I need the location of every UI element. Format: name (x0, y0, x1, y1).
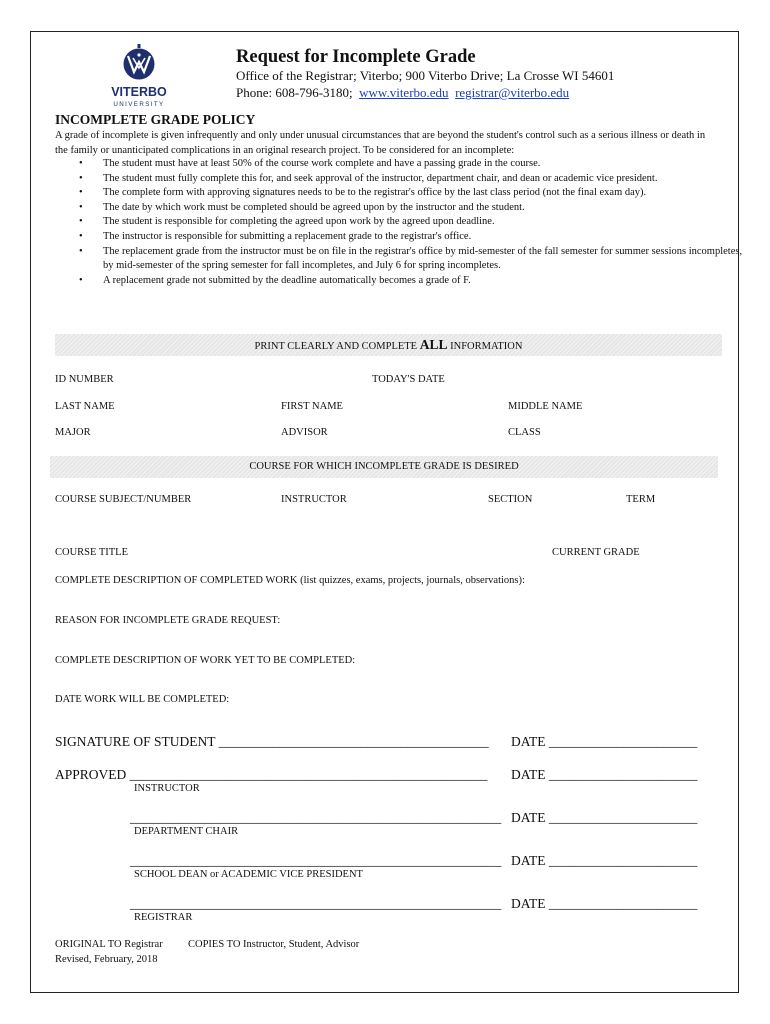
student-date-line[interactable]: DATE ______________________ (511, 734, 698, 749)
contact-line (236, 85, 569, 101)
policy-bullet: • The student must have at least 50% of the course work complete and have a passing grade in the course. (103, 157, 748, 172)
copies-to-note: COPIES TO Instructor, Student, Advisor (188, 939, 360, 950)
id-number-field[interactable]: ID NUMBER (55, 374, 114, 385)
email-link[interactable]: registrar@viterbo.edu (455, 85, 570, 100)
course-banner: COURSE FOR WHICH INCOMPLETE GRADE IS DESIRED (50, 456, 718, 478)
print-clearly-banner (55, 334, 722, 356)
dean-label: SCHOOL DEAN or ACADEMIC VICE PRESIDENT (134, 869, 363, 880)
date-completed-field[interactable]: DATE WORK WILL BE COMPLETED: (55, 694, 230, 705)
website-link[interactable]: www.viterbo.edu (359, 85, 449, 100)
registrar-date-line[interactable]: DATE ______________________ (511, 896, 698, 911)
policy-bullet: • The complete form with approving signatures needs to be to the registrar's office by the last class period (not the final exam day). (103, 186, 748, 201)
course-title-field[interactable]: COURSE TITLE (55, 547, 129, 558)
policy-bullet: • The instructor is responsible for submitting a replacement grade to the registrar's office. (103, 230, 748, 245)
department-chair-signature-line[interactable]: _______________________________________________________ (130, 810, 502, 825)
registrar-label: REGISTRAR (134, 912, 193, 923)
policy-bullet-list (55, 157, 748, 288)
banner-text-pre: PRINT CLEARLY AND COMPLETE (254, 341, 420, 352)
work-remaining-field[interactable]: COMPLETE DESCRIPTION OF WORK YET TO BE COMPLETED: (55, 655, 356, 666)
policy-bullet: • A replacement grade not submitted by the deadline automatically becomes a grade of F. (103, 274, 748, 289)
reason-field[interactable]: REASON FOR INCOMPLETE GRADE REQUEST: (55, 615, 281, 626)
policy-bullet: • The student is responsible for completing the agreed upon work by the agreed upon deadline. (103, 215, 748, 230)
todays-date-field[interactable]: TODAY'S DATE (372, 374, 445, 385)
phone-number: Phone: 608-796-3180; (236, 85, 353, 100)
dean-signature-line[interactable]: _______________________________________________________ (130, 853, 502, 868)
first-name-field[interactable]: FIRST NAME (281, 401, 343, 412)
banner-text-emph: ALL (419, 337, 448, 352)
policy-bullet: • The replacement grade from the instructor must be on file in the registrar's office by mid-semester of the fall semester for summer sessions incompletes, by mid-semester of the spring semester for fall incompletes, and July 6 for spring incompletes. (103, 245, 748, 274)
instructor-date-line[interactable]: DATE ______________________ (511, 767, 698, 782)
middle-name-field[interactable]: MIDDLE NAME (508, 401, 583, 412)
policy-bullet: • The date by which work must be completed should be agreed upon by the instructor and the student. (103, 201, 748, 216)
dean-date-line[interactable]: DATE ______________________ (511, 853, 698, 868)
logo-wordmark: VITERBO (111, 85, 167, 99)
logo-subtext: UNIVERSITY (113, 101, 165, 108)
department-chair-label: DEPARTMENT CHAIR (134, 826, 239, 837)
instructor-field[interactable]: INSTRUCTOR (281, 494, 347, 505)
student-signature-line[interactable]: SIGNATURE OF STUDENT ________________________________________ (55, 734, 489, 749)
current-grade-field[interactable]: CURRENT GRADE (552, 547, 640, 558)
original-to-note: ORIGINAL TO Registrar (55, 939, 163, 950)
advisor-field[interactable]: ADVISOR (281, 427, 328, 438)
major-field[interactable]: MAJOR (55, 427, 91, 438)
form-title: Request for Incomplete Grade (236, 47, 476, 67)
revised-date-note: Revised, February, 2018 (55, 954, 158, 965)
section-field[interactable]: SECTION (488, 494, 533, 505)
class-field[interactable]: CLASS (508, 427, 541, 438)
policy-bullet: • The student must fully complete this for, and seek approval of the instructor, department chair, and dean or academic vice president. (103, 172, 748, 187)
registrar-signature-line[interactable]: _______________________________________________________ (130, 896, 502, 911)
department-chair-date-line[interactable]: DATE ______________________ (511, 810, 698, 825)
banner-text-post: INFORMATION (447, 341, 523, 352)
office-address: Office of the Registrar; Viterbo; 900 Viterbo Drive; La Crosse WI 54601 (236, 68, 615, 83)
policy-heading: INCOMPLETE GRADE POLICY (55, 112, 256, 127)
viterbo-logo (104, 44, 174, 108)
instructor-label: INSTRUCTOR (134, 783, 200, 794)
policy-intro: A grade of incomplete is given infrequently and only under unusual circumstances that are beyond the student's control such as a serious illness or death in the family or unanticipated complications in an original research project. To be considered for an incomplete: (55, 130, 706, 156)
last-name-field[interactable]: LAST NAME (55, 401, 115, 412)
course-subject-field[interactable]: COURSE SUBJECT/NUMBER (55, 494, 192, 505)
term-field[interactable]: TERM (626, 494, 656, 505)
approved-instructor-line[interactable]: APPROVED _____________________________________________________ (55, 767, 488, 782)
completed-work-field[interactable]: COMPLETE DESCRIPTION OF COMPLETED WORK (list quizzes, exams, projects, journals, observations): (55, 575, 525, 586)
